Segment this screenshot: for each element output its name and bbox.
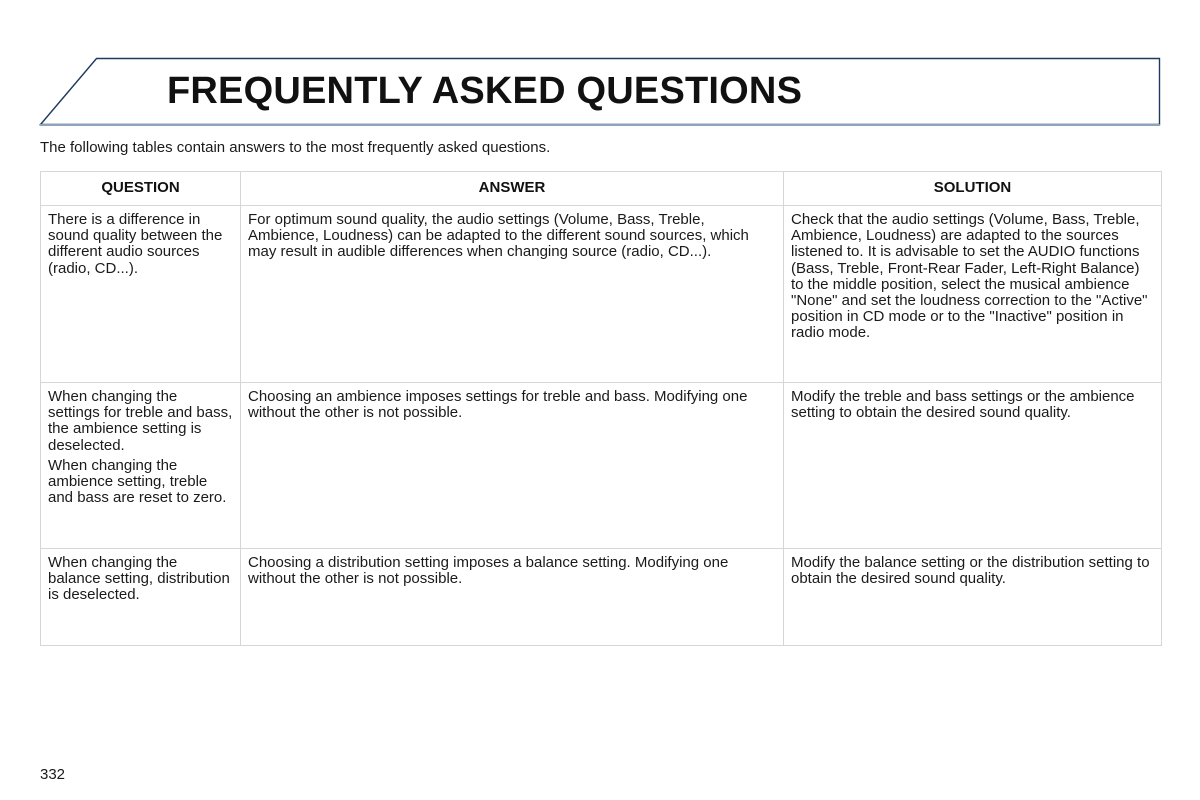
- question-text: There is a difference in sound quality between the different audio sources (radio, CD...).: [48, 211, 223, 277]
- page-title: FREQUENTLY ASKED QUESTIONS: [167, 70, 803, 112]
- question-text: When changing the settings for treble and bass, the ambience setting is deselected.: [48, 388, 233, 454]
- answer-cell: Choosing an ambience imposes settings for treble and bass. Modifying one without the other is not possible.: [241, 383, 784, 549]
- table-row: [41, 206, 1162, 383]
- table-row: [41, 383, 1162, 549]
- page-number: 332: [40, 766, 66, 783]
- solution-cell: Modify the treble and bass settings or the ambience setting to obtain the desired sound quality.: [784, 383, 1162, 549]
- solution-cell: Modify the balance setting or the distribution setting to obtain the desired sound quality.: [784, 549, 1162, 646]
- question-cell: [41, 383, 241, 549]
- intro-text: The following tables contain answers to the most frequently asked questions.: [40, 139, 551, 156]
- table-row: [41, 549, 1162, 646]
- column-header-question: QUESTION: [41, 172, 241, 206]
- solution-cell: Check that the audio settings (Volume, Bass, Treble, Ambience, Loudness) are adapted to the sources listened to. It is advisable to set the AUDIO functions (Bass, Treble, Front-Rear Fader, Left-Right Balance) to the middle position, select the musical ambience "None" and set the loudness correction to the "Active" position in CD mode or to the "Inactive" position in radio mode.: [784, 206, 1162, 383]
- question-cell: [41, 206, 241, 383]
- answer-cell: Choosing a distribution setting imposes a balance setting. Modifying one without the other is not possible.: [241, 549, 784, 646]
- column-header-answer: ANSWER: [241, 172, 784, 206]
- table-header-row: [41, 172, 1162, 206]
- question-text: When changing the balance setting, distribution is deselected.: [48, 554, 230, 604]
- question-cell: [41, 549, 241, 646]
- question-text: When changing the ambience setting, treble and bass are reset to zero.: [48, 456, 227, 507]
- column-header-solution: SOLUTION: [784, 172, 1162, 206]
- answer-cell: For optimum sound quality, the audio settings (Volume, Bass, Treble, Ambience, Loudness) can be adapted to the different sound sources, which may result in audible differences when changing source (radio, CD...).: [241, 206, 784, 383]
- faq-table: [40, 171, 1162, 646]
